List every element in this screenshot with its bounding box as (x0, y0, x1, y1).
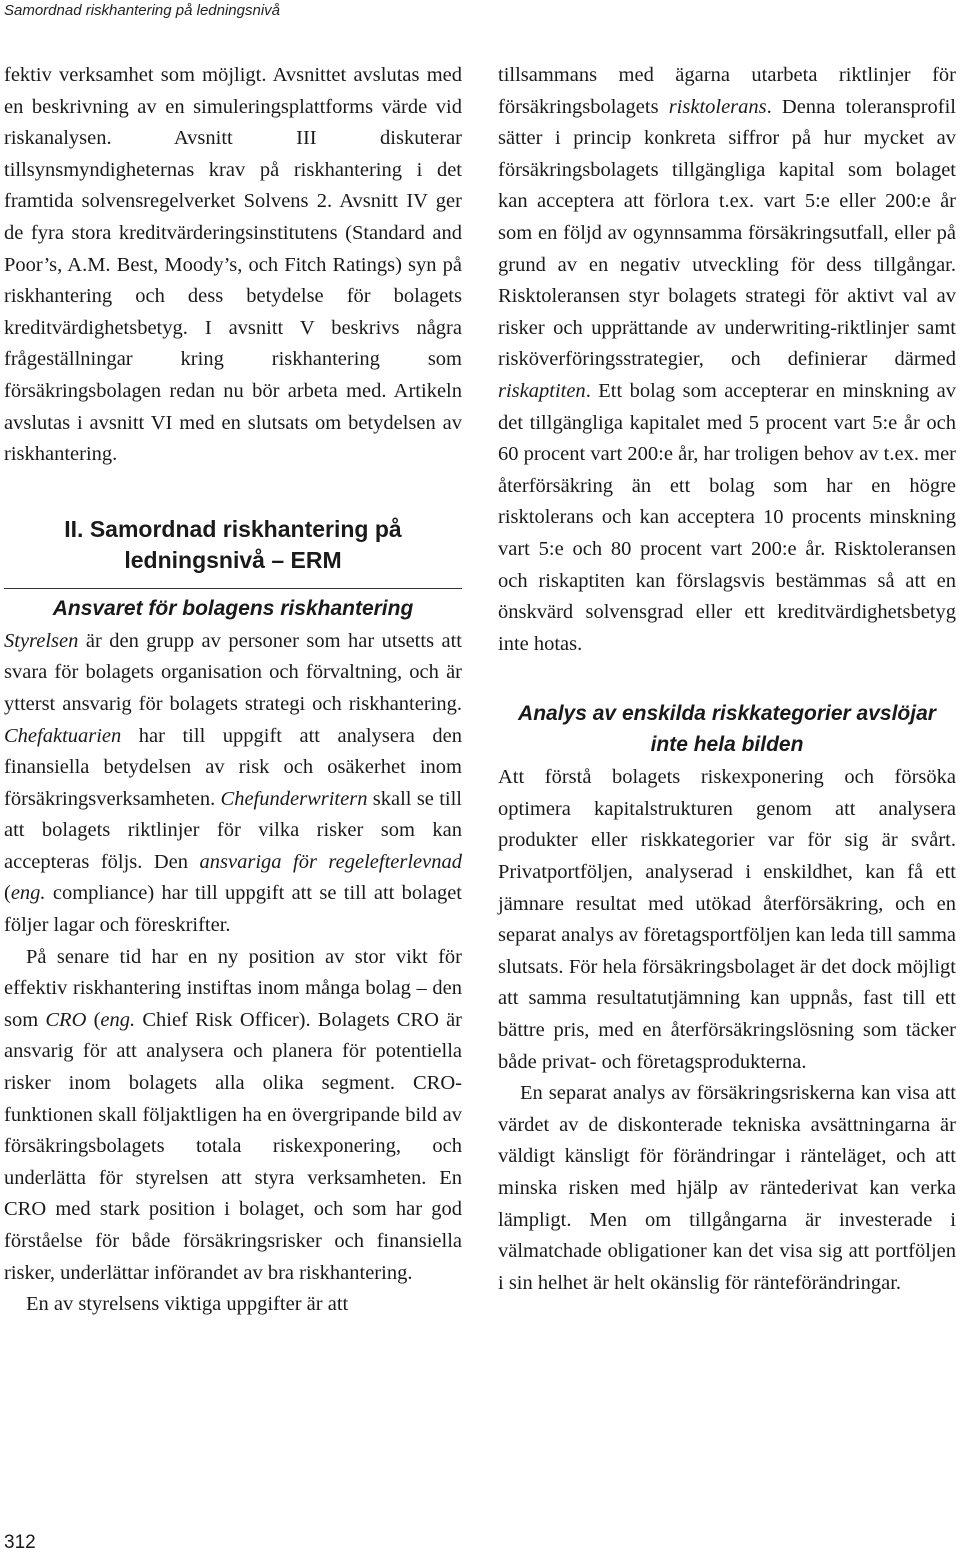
right-paragraph-3: En separat analys av försäkringsriskerna kan visa att värdet av de diskonterade tekniska avsättningarna är väldigt känsligt för förändringar i ränteläget, och att minska risken med hjälp av räntederivat kan verka lämpligt. Men om tillgångarna är investerade i välmatchade obligationer kan det visa sig att portföljen i sin helhet är helt okänslig för ränteförändringar. (498, 1082, 956, 1294)
text-span: tillsammans med ägarna utarbeta riktlinjer för försäkringsbolagets (498, 64, 956, 118)
right-paragraph-2: Att förstå bolagets riskexponering och försöka optimera kapitalstrukturen genom att analysera produkter eller riskkategorier var för sig är svårt. Privatportföljen, analyserad i enskildhet, kan få ett jämnare resultat med utökad återförsäkring, och en separat analys av företagsportföljen kan leda till samma slutsats. För hela försäkringsbolaget är det dock möjligt att samma resultatutjämning kan uppnås, fast till ett bättre pris, med en återförsäkringslösning som täcker både privat- och företagsprodukterna. (498, 766, 956, 1073)
term-risktolerans: risktolerans (668, 95, 767, 118)
heading-rule (4, 588, 462, 589)
text-span: har till uppgift att analysera den finansiella betydelsen av risk och osäkerhet inom försäkringsverksamheten. (4, 724, 462, 810)
term-riskaptiten: riskaptiten (498, 379, 586, 402)
text-span: skall se till att bolagets riktlinjer för vilka risker som kan accepteras följs. Den (4, 787, 463, 873)
term-chefaktuarien: Chefaktuarien (4, 724, 122, 747)
left-paragraph-1: fektiv verksamhet som möjligt. Avsnittet avslutas med en beskrivning av en simuleringsplattforms värde vid riskanalysen. Avsnitt III diskuterar tillsynsmyndigheternas krav på riskhantering i det framtida solvensregelverket Solvens 2. Avsnitt IV ger de fyra stora kreditvärderingsinstitutens (Standard and Poor’s, A.M. Best, Moody’s, och Fitch Ratings) syn på riskhantering och dess betydelse för bolagets kreditvärdighetsbetyg. I avsnitt V beskrivs några frågeställningar kring riskhantering som försäkringsbolagen redan nu bör arbeta med. Artikeln avslutas i avsnitt VI med en slutsats om betydelsen av riskhantering. (4, 64, 462, 466)
left-paragraph-4: En av styrelsens viktiga uppgifter är att (26, 1293, 349, 1316)
right-paragraph-1 (498, 60, 956, 660)
page-number: 312 (4, 1532, 36, 1553)
text-span: . Ett bolag som accepterar en minskning av det tillgängliga kapitalet med 5 procent vart 5:e år och 60 procent vart 200:e år, har troligen behov av t.ex. mer återförsäkring än ett bolag som har en högre risktolerans och kan acceptera 10 procents minskning vart 5:e och 80 procent vart 200:e år. Risktoleransen och riskaptiten kan förslagsvis bestämmas så att en önskvärd solvensgrad eller ett kreditvärdighetsbetyg inte hotas. (498, 379, 956, 655)
term-regelefterlevnad: ansvariga för regelefterlevnad (199, 850, 462, 873)
subheading-analys: Analys av enskilda riskkategorier avslöjar inte hela bilden (518, 702, 936, 757)
text-span: compliance) har till uppgift att se till att bolaget följer lagar och föreskrifter. (4, 882, 462, 937)
right-column (498, 60, 956, 1299)
left-paragraph-3 (4, 942, 462, 1290)
text-span: . Denna toleransprofil sätter i princip konkreta siffror på hur mycket av försäkringsbolagets tillgängliga kapital som bolaget kan acceptera att förlora t.ex. vart 5:e eller 200:e år som en följd av ogynnsamma försäkringsutfall, eller på grund av en negativ utveckling för dess tillgångar. Risktoleransen styr bolagets strategi för aktivt val av risker och upprättande av underwriting-riktlinjer samt risköverföringsstrategier, och definierar därmed (498, 95, 956, 371)
term-cro: CRO (45, 1008, 87, 1031)
section-heading: II. Samordnad riskhantering på ledningsnivå – ERM (64, 515, 402, 573)
subheading-ansvaret: Ansvaret för bolagens riskhantering (52, 596, 414, 620)
text-span: Chief Risk Officer). Bolagets CRO är ansvarig för att analysera och planera för potentiella risker inom bolagets alla olika segment. CRO-funktionen skall följaktligen ha en övergripande bild av försäkringsbolagets totala riskexponering, och underlätta för styrelsen att styra verksamheten. En CRO med stark position i bolaget, och som har god förståelse för både försäkringsrisker och finansiella risker, underlättar införandet av bra riskhantering. (4, 1008, 463, 1284)
term-chefunderwritern: Chefunderwritern (220, 787, 368, 810)
text-span: ( (4, 882, 11, 905)
text-span: ( (86, 1008, 101, 1031)
left-column (4, 60, 462, 1321)
running-head: Samordnad riskhantering på ledningsnivå (4, 2, 281, 19)
text-span: På senare tid har en ny position av stor vikt för effektiv riskhantering instiftas inom många bolag – den som (4, 945, 462, 1031)
term-eng: eng. (100, 1008, 136, 1031)
left-paragraph-2 (4, 626, 462, 942)
term-eng: eng. (10, 882, 46, 905)
term-styrelsen: Styrelsen (4, 629, 79, 652)
text-span: är den grupp av personer som har utsetts att svara för bolagets organisation och förvaltning, och är ytterst ansvarig för bolagets strategi och riskhantering. (4, 629, 462, 715)
